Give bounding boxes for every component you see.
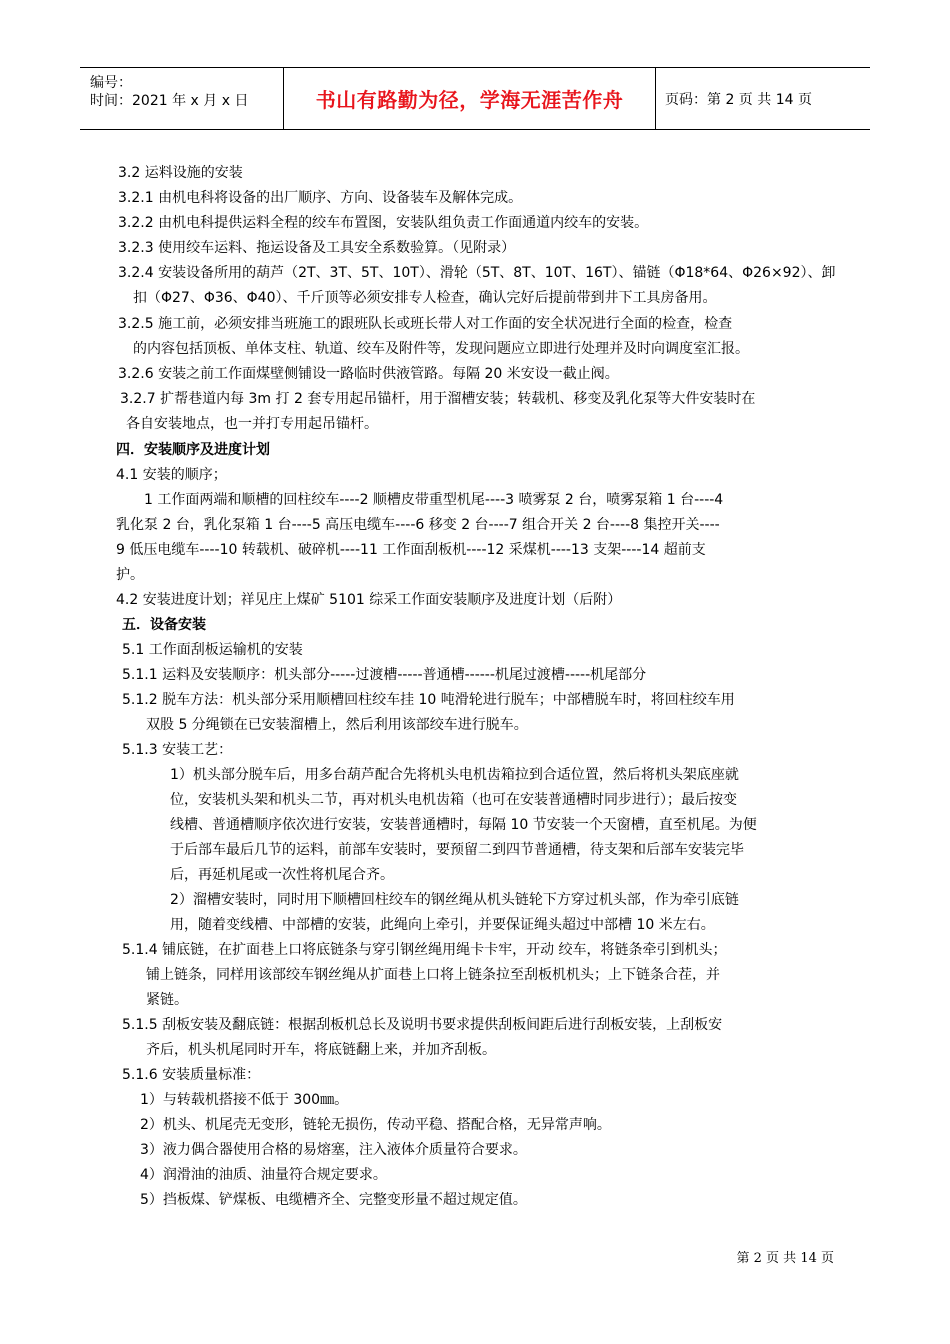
text-line: 5.1.2 脱车方法：机头部分采用顺槽回柱绞车挂 10 吨滑轮进行脱车；中部槽脱车时，将回柱绞车用 [122, 692, 735, 708]
page-footer: 第 2 页 共 14 页 [736, 1251, 834, 1266]
text-line: 3.2.5 施工前，必须安排当班施工的跟班队长或班长带人对工作面的安全状况进行全面的检查，检查 [118, 316, 733, 332]
text-line: 1）机头部分脱车后，用多台葫芦配合先将机头电机齿箱拉到合适位置，然后将机头架底座就 [170, 767, 739, 783]
text-line: 5.1 工作面刮板运输机的安装 [122, 642, 303, 658]
page-header [80, 67, 870, 130]
text-line: 5.1.6 安装质量标准： [122, 1067, 261, 1083]
text-line: 的内容包括顶板、单体支柱、轨道、绞车及附件等，发现问题应立即进行处理并及时向调度室汇报。 [133, 341, 749, 357]
text-line: 位，安装机头架和机头二节，再对机头电机齿箱（也可在安装普通槽时同步进行）；最后按变 [170, 792, 737, 808]
text-line: 铺上链条，同样用该部绞车钢丝绳从扩面巷上口将上链条拉至刮板机机头；上下链条合茬，并 [146, 967, 720, 983]
text-line: 紧链。 [146, 992, 188, 1008]
text-line: 于后部车最后几节的运料，前部车安装时，要预留二到四节普通槽，待支架和后部车安装完毕 [170, 842, 744, 858]
text-line: 5.1.3 安装工艺： [122, 742, 233, 758]
text-line: 3.2.2 由机电科提供运料全程的绞车布置图，安装队组负责工作面通道内绞车的安装。 [118, 215, 649, 231]
text-line: 3.2.3 使用绞车运料、拖运设备及工具安全系数验算。（见附录） [118, 240, 516, 256]
list-item: 1）与转载机搭接不低于 300㎜。 [140, 1092, 349, 1108]
list-item: 5）挡板煤、铲煤板、电缆槽齐全、完整变形量不超过规定值。 [140, 1192, 527, 1208]
text-line: 5.1.4 铺底链，在扩面巷上口将底链条与穿引钢丝绳用绳卡卡牢，开动 绞车，将链条牵引到机头； [122, 942, 727, 958]
text-line: 乳化泵 2 台，乳化泵箱 1 台----5 高压电缆车----6 移变 2 台----7 组合开关 2 台----8 集控开关---- [116, 517, 720, 533]
section-heading: 四．安装顺序及进度计划 [116, 442, 270, 458]
text-line: 1 工作面两端和顺槽的回柱绞车----2 顺槽皮带重型机尾----3 喷雾泵 2 台，喷雾泵箱 1 台----4 [144, 492, 724, 508]
header-slogan: 书山有路勤为径，学海无涯苦作舟 [283, 68, 656, 129]
document-date-label: 时间：2021 年 x 月 x 日 [90, 93, 249, 109]
text-line: 9 低压电缆车----10 转载机、破碎机----11 工作面刮板机----12 采煤机----13 支架----14 超前支 [116, 542, 706, 558]
text-line: 扣（Φ27、Φ36、Φ40）、千斤顶等必须安排专人检查，确认完好后提前带到井下工具房备用。 [133, 290, 717, 306]
text-line: 线槽、普通槽顺序依次进行安装，安装普通槽时，每隔 10 节安装一个天窗槽，直至机尾。为便 [170, 817, 757, 833]
text-line: 3.2.4 安装设备所用的葫芦（2T、3T、5T、10T）、滑轮（5T、8T、10T、16T）、锚链（Φ18*64、Φ26×92）、卸 [118, 265, 836, 281]
text-line: 双股 5 分绳锁在已安装溜槽上，然后利用该部绞车进行脱车。 [146, 717, 528, 733]
text-line: 后，再延机尾或一次性将机尾合齐。 [170, 867, 394, 883]
list-item: 4）润滑油的油质、油量符合规定要求。 [140, 1167, 387, 1183]
text-line: 5.1.5 刮板安装及翻底链：根据刮板机总长及说明书要求提供刮板间距后进行刮板安装，上刮板安 [122, 1017, 723, 1033]
text-line: 3.2 运料设施的安装 [118, 165, 243, 181]
header-page-number: 页码：第 2 页 共 14 页 [665, 91, 812, 108]
text-line: 3.2.7 扩帮巷道内每 3m 打 2 套专用起吊锚杆，用于溜槽安装；转载机、移变及乳化泵等大件安装时在 [120, 391, 756, 407]
section-heading: 五．设备安装 [122, 617, 206, 633]
text-line: 3.2.1 由机电科将设备的出厂顺序、方向、设备装车及解体完成。 [118, 190, 523, 206]
text-line: 4.2 安装进度计划；祥见庄上煤矿 5101 综采工作面安装顺序及进度计划（后附） [116, 592, 622, 608]
text-line: 齐后，机头机尾同时开车，将底链翻上来，并加齐刮板。 [146, 1042, 496, 1058]
document-number-label: 编号： [90, 75, 132, 91]
text-line: 5.1.1 运料及安装顺序：机头部分-----过渡槽-----普通槽------机尾过渡槽-----机尾部分 [122, 667, 647, 683]
text-line: 用，随着变线槽、中部槽的安装，此绳向上牵引，并要保证绳头超过中部槽 10 米左右。 [170, 917, 715, 933]
text-line: 护。 [116, 567, 144, 583]
list-item: 3）液力偶合器使用合格的易熔塞，注入液体介质量符合要求。 [140, 1142, 527, 1158]
list-item: 2）机头、机尾壳无变形，链轮无损伤，传动平稳、搭配合格，无异常声响。 [140, 1117, 611, 1133]
text-line: 2）溜槽安装时，同时用下顺槽回柱绞车的钢丝绳从机头链轮下方穿过机头部，作为牵引底链 [170, 892, 739, 908]
text-line: 3.2.6 安装之前工作面煤壁侧铺设一路临时供液管路。每隔 20 米安设一截止阀。 [118, 366, 619, 382]
text-line: 各自安装地点，也一并打专用起吊锚杆。 [126, 416, 378, 432]
text-line: 4.1 安装的顺序； [116, 467, 227, 483]
header-left-cell [80, 68, 283, 129]
